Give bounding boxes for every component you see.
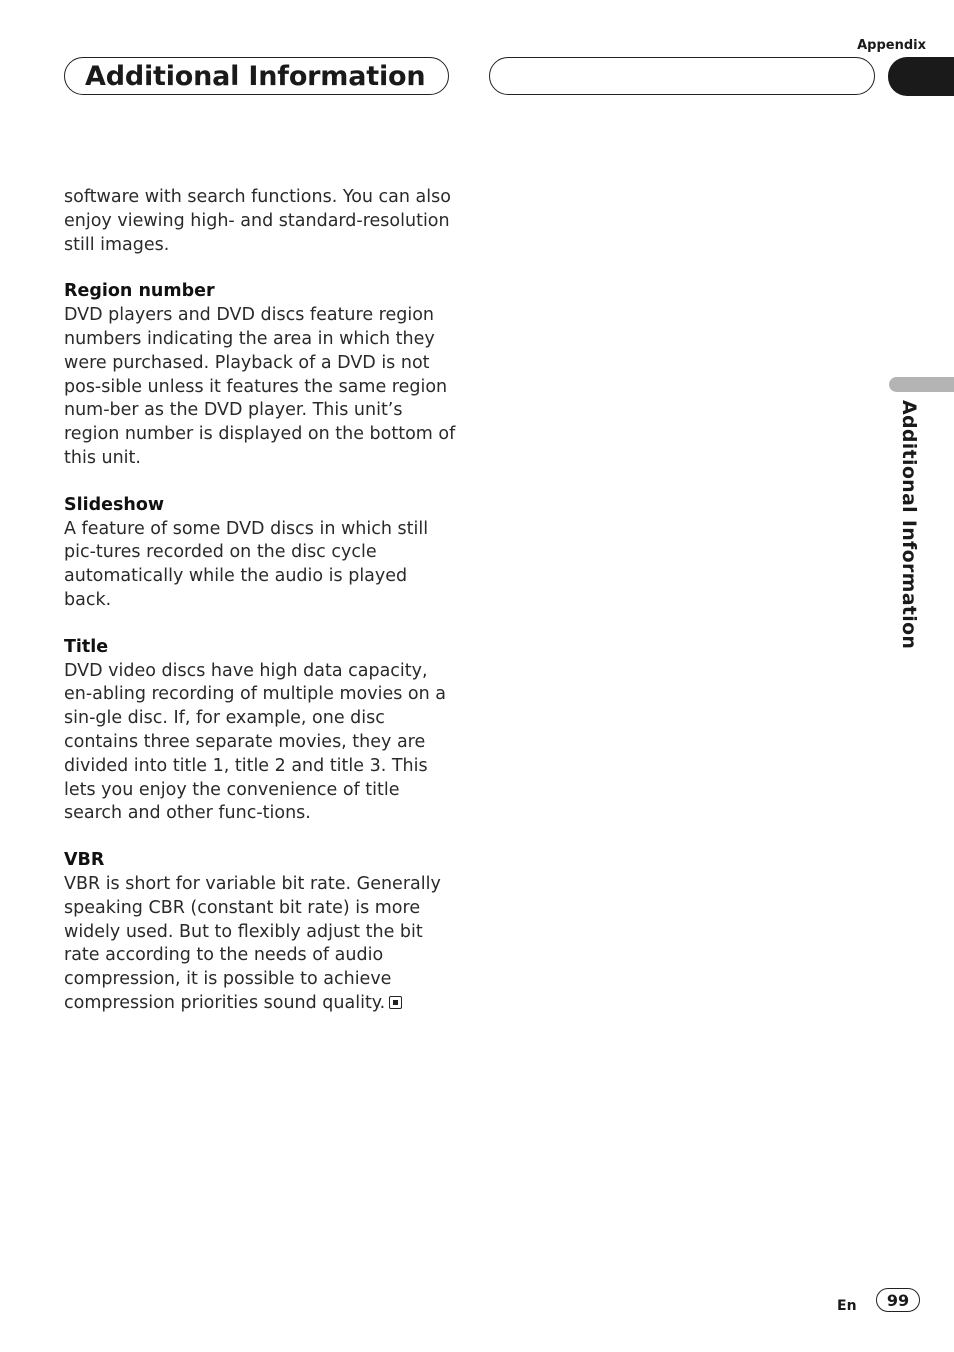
definition-vbr-paragraph <box>64 873 456 1016</box>
page-number: 99 <box>876 1288 920 1312</box>
main-content <box>64 186 456 1039</box>
term-slideshow: Slideshow <box>64 494 165 515</box>
term-title: Title <box>64 636 109 657</box>
section-label: Appendix <box>857 38 926 53</box>
language-label: En <box>837 1298 857 1314</box>
definition-title: DVD video discs have high data capacity, en-abling recording of multiple movies on a sin-gle disc. If, for example, one disc contains three separate movies, they are divided into title 1, title 2 and title 3. This lets you enjoy the convenience of title search and other func-tions. <box>64 660 446 824</box>
page-title: Additional Information <box>85 60 426 92</box>
term-region-number: Region number <box>64 281 215 302</box>
definition-slideshow: A feature of some DVD discs in which still pic-tures recorded on the disc cycle automatically while the audio is played back. <box>64 518 429 610</box>
side-tab-label: Additional Information <box>898 400 920 650</box>
side-tab-marker <box>889 377 954 392</box>
term-vbr: VBR <box>64 850 105 871</box>
definition-vbr: VBR is short for variable bit rate. Generally speaking CBR (constant bit rate) is more widely used. But to flexibly adjust the bit rate according to the needs of audio compression, it is possible to achieve compression priorities sound quality. <box>64 873 441 1013</box>
header-empty-box <box>489 57 875 95</box>
header-black-tab <box>888 57 954 96</box>
intro-paragraph: software with search functions. You can also enjoy viewing high- and standard-resolution still images. <box>64 187 451 255</box>
page-title-box <box>64 57 449 95</box>
stop-square-icon <box>389 996 402 1009</box>
definition-region-number: DVD players and DVD discs feature region numbers indicating the area in which they were purchased. Playback of a DVD is not pos-sible unless it features the same region num-ber as the DVD player. This unit’s region number is displayed on the bottom of this unit. <box>64 305 456 468</box>
